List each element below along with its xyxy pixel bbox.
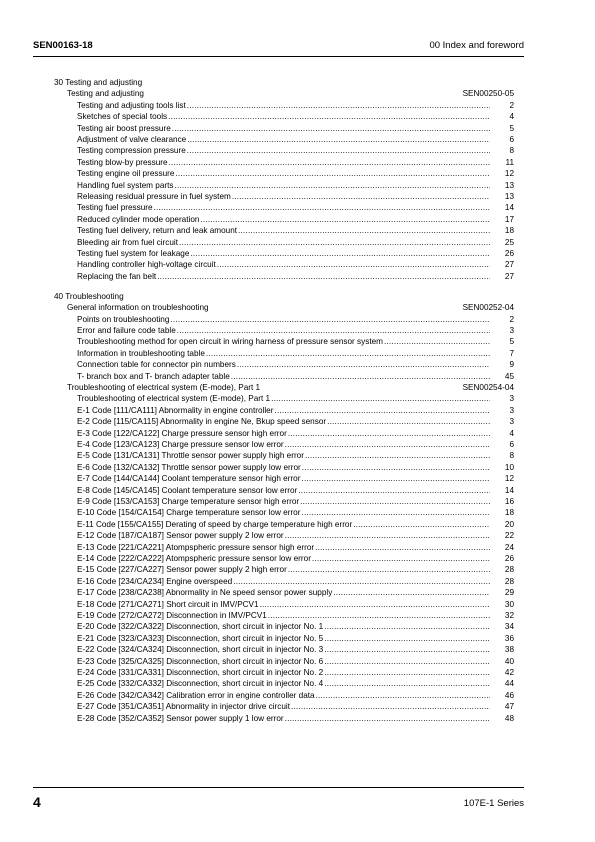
toc-entry-page: 8 (509, 451, 514, 461)
toc-entry-title: E-18 Code [271/CA271] Short circuit in IMV/PCV1 (77, 599, 259, 609)
toc-entry-page: 18 (504, 508, 514, 518)
leader-dots (172, 123, 490, 134)
toc-entry[interactable] (77, 564, 514, 575)
leader-dots (312, 553, 490, 564)
leader-dots (260, 599, 490, 610)
toc-entry-title: E-27 Code [351/CA351] Abnormality in injector drive circuit (77, 702, 290, 712)
toc-entry[interactable] (77, 428, 514, 439)
toc-entry[interactable] (77, 271, 514, 282)
toc-entry-page: 20 (504, 519, 514, 529)
toc-entry-title: Testing fuel delivery, return and leak amount (77, 226, 238, 236)
toc-entry-page: 4 (509, 112, 514, 122)
section-title: 00 Index and foreword (429, 40, 524, 51)
leader-dots (237, 359, 490, 370)
toc-entry-title: Error and failure code table (77, 326, 176, 335)
leader-dots (206, 348, 490, 359)
toc-entry-title: E-19 Code [272/CA272] Disconnection in IMV/PCV1 (77, 611, 267, 620)
toc-entry-title: Sketches of special tools (77, 112, 168, 122)
toc-entry-title: Points on troubleshooting (77, 314, 170, 324)
toc-entry-page: 13 (504, 180, 514, 190)
leader-dots (324, 667, 490, 678)
toc-entry[interactable] (77, 678, 514, 689)
toc-entry-page: 11 (505, 157, 514, 167)
section-code: SEN00250-05 (462, 89, 514, 99)
toc-entry[interactable] (77, 713, 514, 724)
toc-entry-page: 17 (504, 214, 514, 224)
leader-dots (301, 507, 490, 518)
leader-dots (316, 690, 490, 701)
toc-entry[interactable] (77, 259, 514, 270)
leader-dots (174, 180, 490, 191)
toc-entry-page: 38 (504, 645, 514, 655)
toc-entry-page: 24 (504, 542, 514, 552)
toc-entry[interactable] (77, 587, 514, 598)
toc-entry-title: Handling controller high-voltage circuit (77, 260, 216, 270)
section-title: General information on troubleshooting (67, 303, 209, 313)
toc-entry-page: 28 (504, 565, 514, 575)
leader-dots (301, 473, 490, 484)
toc-entry-page: 22 (504, 531, 514, 541)
toc-entry[interactable] (77, 111, 514, 122)
toc-entry[interactable] (77, 656, 514, 667)
toc-entry[interactable] (77, 371, 514, 382)
leader-dots (187, 145, 490, 156)
toc-entry-page: 47 (504, 702, 514, 712)
toc-entry-title: Handling fuel system parts (77, 180, 174, 190)
leader-dots (324, 621, 490, 632)
leader-dots (333, 587, 490, 598)
toc-entry-title: E-20 Code [322/CA322] Disconnection, short circuit in injector No. 1 (77, 622, 324, 632)
toc-entry-page: 2 (509, 314, 514, 324)
toc-entry-page: 3 (509, 405, 514, 415)
toc-entry-page: 27 (504, 271, 514, 281)
toc-entry-page: 46 (504, 690, 514, 700)
toc-entry-page: 2 (509, 100, 514, 110)
toc-entry-page: 26 (504, 554, 514, 563)
toc-entry[interactable] (77, 542, 514, 553)
document-code: SEN00163-18 (33, 40, 93, 51)
toc-entry-page: 7 (509, 348, 514, 358)
leader-dots (187, 134, 490, 145)
toc-entry-title: Information in troubleshooting table (77, 348, 205, 358)
leader-dots (238, 225, 490, 236)
toc-entry-title: Reduced cylinder mode operation (77, 214, 200, 224)
leader-dots (285, 439, 490, 450)
toc-entry[interactable] (77, 405, 514, 416)
toc-entry-title: E-3 Code [122/CA122] Charge pressure sensor high error (77, 428, 287, 438)
toc-entry[interactable] (77, 473, 514, 484)
leader-dots (268, 610, 490, 621)
toc-entry-title: Troubleshooting of electrical system (E-mode), Part 1 (77, 394, 271, 404)
toc-entry-title: E-26 Code [342/CA342] Calibration error in engine controller data (77, 690, 315, 700)
toc-entry[interactable] (77, 191, 514, 202)
toc-entry-page: 30 (504, 599, 514, 609)
leader-dots (384, 336, 490, 347)
toc-entry[interactable] (77, 519, 514, 530)
toc-entry-title: E-23 Code [325/CA325] Disconnection, short circuit in injector No. 6 (77, 656, 324, 666)
leader-dots (175, 168, 490, 179)
toc-entry-page: 14 (504, 203, 514, 213)
toc-entry[interactable] (77, 644, 514, 655)
leader-dots (288, 428, 490, 439)
toc-entry[interactable] (77, 157, 514, 168)
toc-entry-title: E-4 Code [123/CA123] Charge pressure sensor low error (77, 440, 284, 449)
toc-entry-page: 29 (504, 588, 514, 598)
toc-entry-title: Connection table for connector pin numbers (77, 360, 236, 370)
toc-entry[interactable] (77, 248, 514, 259)
leader-dots (187, 100, 490, 111)
toc-entry[interactable] (77, 237, 514, 248)
toc-entry[interactable] (77, 450, 514, 461)
toc-entry[interactable] (77, 439, 514, 450)
toc-entry[interactable] (77, 416, 514, 427)
toc-entry-title: Testing engine oil pressure (77, 169, 175, 179)
toc-entry-title: E-22 Code [324/CA324] Disconnection, short circuit in injector No. 3 (77, 645, 324, 655)
toc-entry-title: E-11 Code [155/CA155] Derating of speed by charge temperature high error (77, 519, 353, 529)
toc-entry[interactable] (77, 610, 514, 621)
toc-entry[interactable] (77, 123, 514, 134)
toc-entry-title: Troubleshooting method for open circuit in wiring harness of pressure sensor system (77, 337, 383, 347)
toc-entry-title: E-14 Code [222/CA222] Atompspheric pressure sensor low error (77, 554, 311, 563)
leader-dots (154, 202, 490, 213)
toc-entry-title: E-16 Code [234/CA234] Engine overspeed (77, 576, 233, 586)
toc-entry-page: 26 (504, 249, 514, 258)
toc-entry[interactable] (77, 393, 514, 404)
toc-entry-page: 5 (509, 337, 514, 347)
toc-entry-page: 4 (509, 428, 514, 438)
leader-dots (302, 462, 490, 473)
toc-entry-page: 42 (504, 668, 514, 677)
leader-dots (324, 656, 490, 667)
leader-dots (231, 371, 490, 382)
toc-entry-title: E-25 Code [332/CA332] Disconnection, short circuit in injector No. 4 (77, 679, 324, 689)
toc-entry[interactable] (77, 359, 514, 370)
toc-entry-title: E-1 Code [111/CA111] Abnormality in engine controller (77, 405, 274, 415)
toc-entry-page: 8 (509, 146, 514, 156)
series-label: 107E-1 Series (463, 798, 524, 809)
leader-dots (232, 191, 490, 202)
section-title: Troubleshooting of electrical system (E-mode), Part 1 (67, 383, 261, 392)
toc-entry[interactable] (77, 336, 514, 347)
leader-dots (190, 248, 490, 259)
leader-dots (233, 576, 490, 587)
leader-dots (324, 678, 490, 689)
toc-entry-title: E-13 Code [221/CA221] Atompspheric pressure sensor high error (77, 542, 315, 552)
toc-entry-title: Bleeding air from fuel circuit (77, 237, 179, 247)
leader-dots (179, 237, 490, 248)
leader-dots (274, 405, 490, 416)
toc-entry-page: 12 (504, 474, 514, 484)
toc-entry-title: Replacing the fan belt (77, 271, 157, 281)
toc-entry-page: 6 (509, 135, 514, 144)
toc-entry-title: E-15 Code [227/CA227] Sensor power supply 2 high error (77, 565, 287, 575)
toc-entry-title: E-7 Code [144/CA144] Coolant temperature sensor high error (77, 474, 301, 484)
toc-entry-page: 25 (504, 237, 514, 247)
leader-dots (177, 325, 490, 336)
toc-entry-page: 44 (504, 679, 514, 689)
toc-entry-page: 13 (504, 192, 514, 201)
leader-dots (315, 542, 490, 553)
section-heading (67, 88, 514, 99)
toc-entry-title: Testing and adjusting tools list (77, 100, 186, 110)
toc-entry-page: 28 (504, 576, 514, 586)
toc-entry[interactable] (77, 348, 514, 359)
leader-dots (285, 713, 490, 724)
toc-entry-title: E-24 Code [331/CA331] Disconnection, short circuit in injector No. 2 (77, 668, 324, 677)
toc-entry-page: 27 (504, 260, 514, 270)
toc-entry-page: 16 (504, 497, 514, 506)
toc-entry-page: 14 (504, 485, 514, 495)
toc-entry[interactable] (77, 496, 514, 507)
toc-entry-title: E-8 Code [145/CA145] Coolant temperature sensor low error (77, 485, 298, 495)
toc-entry[interactable] (77, 701, 514, 712)
section-title: Testing and adjusting (67, 89, 144, 99)
leader-dots (353, 519, 490, 530)
toc-entry-page: 18 (504, 226, 514, 236)
toc-entry-title: E-28 Code [352/CA352] Sensor power supply 1 low error (77, 713, 284, 723)
toc-entry[interactable] (77, 553, 514, 564)
leader-dots (168, 111, 490, 122)
toc-entry[interactable] (77, 100, 514, 111)
section-code: SEN00254-04 (462, 383, 514, 392)
section-heading (67, 302, 514, 313)
toc-entry-title: Testing fuel pressure (77, 203, 153, 213)
leader-dots (217, 259, 490, 270)
toc-entry[interactable] (77, 180, 514, 191)
toc-entry[interactable] (77, 314, 514, 325)
toc-entry-page: 3 (509, 326, 514, 335)
toc-entry[interactable] (77, 667, 514, 678)
toc-entry[interactable] (77, 530, 514, 541)
toc-entry-title: E-17 Code [238/CA238] Abnormality in Ne speed sensor power supply (77, 588, 333, 598)
toc-entry-title: E-5 Code [131/CA131] Throttle sensor power supply high error (77, 451, 304, 461)
leader-dots (324, 644, 490, 655)
toc-entry[interactable] (77, 325, 514, 336)
toc-entry-page: 34 (504, 622, 514, 632)
toc-entry-page: 3 (509, 417, 514, 427)
toc-entry[interactable] (77, 690, 514, 701)
leader-dots (300, 496, 490, 507)
chapter-heading (54, 77, 514, 88)
toc-entry[interactable] (77, 621, 514, 632)
toc-entry-page: 32 (504, 611, 514, 620)
chapter-heading (54, 291, 514, 302)
toc-entry[interactable] (77, 225, 514, 236)
toc-entry-title: E-6 Code [132/CA132] Throttle sensor power supply low error (77, 462, 301, 472)
section-heading (67, 382, 514, 393)
toc-entry[interactable] (77, 507, 514, 518)
toc-entry-page: 9 (509, 360, 514, 370)
toc-entry-page: 45 (504, 371, 514, 381)
section-code: SEN00252-04 (462, 303, 514, 313)
leader-dots (157, 271, 490, 282)
toc-entry-title: E-2 Code [115/CA115] Abnormality in engine Ne, Bkup speed sensor (77, 417, 327, 427)
toc-entry-title: Testing blow-by pressure (77, 157, 168, 167)
toc-entry[interactable] (77, 485, 514, 496)
chapter-title: 30 Testing and adjusting (54, 78, 143, 87)
toc-entry[interactable] (77, 462, 514, 473)
leader-dots (291, 701, 490, 712)
toc-entry[interactable] (77, 214, 514, 225)
toc-entry-page: 5 (509, 123, 514, 133)
leader-dots (200, 214, 490, 225)
toc-entry[interactable] (77, 168, 514, 179)
toc-entry-page: 10 (504, 462, 514, 472)
leader-dots (170, 314, 490, 325)
toc-entry-page: 40 (504, 656, 514, 666)
leader-dots (288, 564, 490, 575)
toc-entry-title: E-10 Code [154/CA154] Charge temperature sensor low error (77, 508, 301, 518)
toc-entry-title: E-9 Code [153/CA153] Charge temperature sensor high error (77, 497, 300, 506)
toc-entry[interactable] (77, 599, 514, 610)
toc-entry[interactable] (77, 576, 514, 587)
toc-entry-title: Testing air boost pressure (77, 123, 171, 133)
leader-dots (285, 530, 490, 541)
chapter-title: 40 Troubleshooting (54, 291, 124, 301)
toc-entry-title: Releasing residual pressure in fuel system (77, 192, 231, 201)
toc-entry-title: T- branch box and T- branch adapter table (77, 371, 230, 381)
leader-dots (298, 485, 490, 496)
leader-dots (169, 157, 490, 168)
toc-entry-title: E-12 Code [187/CA187] Sensor power supply 2 low error (77, 531, 284, 541)
toc-entry-page: 48 (504, 713, 514, 723)
toc-entry-page: 6 (509, 440, 514, 449)
leader-dots (324, 633, 490, 644)
page-number: 4 (33, 794, 41, 810)
toc-entry-page: 12 (504, 169, 514, 179)
toc-entry-page: 36 (504, 633, 514, 643)
toc-entry-page: 3 (509, 394, 514, 404)
toc-entry-title: Testing compression pressure (77, 146, 186, 156)
toc-entry-title: Adjustment of valve clearance (77, 135, 187, 144)
toc-entry[interactable] (77, 202, 514, 213)
toc-entry-title: Testing fuel system for leakage (77, 249, 190, 258)
toc-entry[interactable] (77, 145, 514, 156)
toc-entry[interactable] (77, 633, 514, 644)
leader-dots (271, 393, 490, 404)
leader-dots (305, 450, 490, 461)
leader-dots (327, 416, 490, 427)
footer-divider (33, 787, 524, 788)
toc-entry-title: E-21 Code [323/CA323] Disconnection, short circuit in injector No. 5 (77, 633, 324, 643)
toc-entry[interactable] (77, 134, 514, 145)
